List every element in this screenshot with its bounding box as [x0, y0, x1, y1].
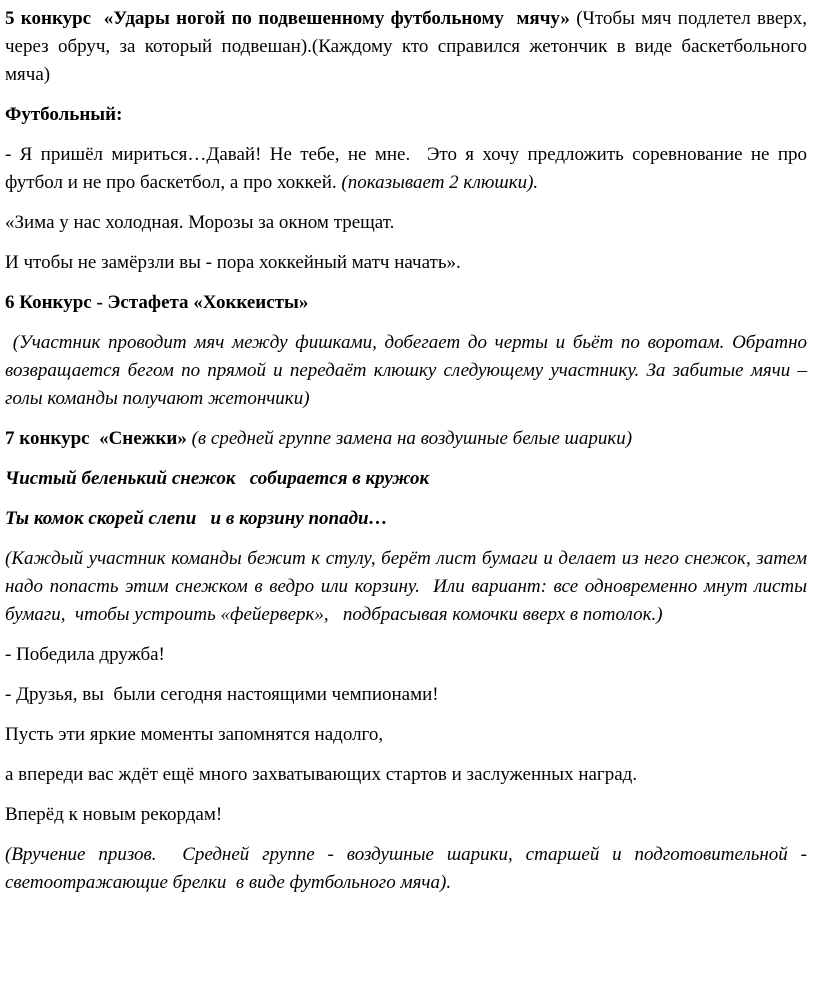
text-run: Чистый беленький снежок собирается в кружок: [5, 468, 430, 489]
text-run: Ты комок скорей слепи и в корзину попади…: [5, 508, 388, 529]
paragraph-football-speech: [5, 141, 812, 197]
paragraph-contest-5-title: [5, 5, 812, 89]
text-run: Вперёд к новым рекордам!: [5, 804, 223, 825]
paragraph-football-heading: [5, 101, 807, 129]
text-run: (показывает 2 клюшки).: [341, 172, 539, 193]
paragraph-winter-quote-2: [5, 249, 807, 277]
text-run: (Вручение призов. Средней группе - воздушные шарики, старшей и подготовительной - светоотражающие брелки в виде футбольного мяча).: [5, 844, 812, 893]
paragraph-rhyme-line-1: [5, 465, 807, 493]
text-run: - Друзья, вы были сегодня настоящими чемпионами!: [5, 684, 439, 705]
paragraph-new-records: [5, 801, 807, 829]
text-run: 6 Конкурс - Эстафета «Хоккеисты»: [5, 292, 309, 313]
text-run: (Каждый участник команды бежит к стулу, берёт лист бумаги и делает из него снежок, затем надо попасть этим снежком в ведро или корзину. Или вариант: все одновременно мнут листы бумаги, чтобы устроить «фейерверк», подбрасывая комочки вверх в потолок.): [5, 548, 812, 625]
text-run: 5 конкурс «Удары ногой по подвешенному футбольному мячу»: [5, 8, 577, 29]
text-run: (в средней группе замена на воздушные белые шарики): [191, 428, 633, 449]
text-run: 7 конкурс «Снежки»: [5, 428, 192, 449]
paragraph-rhyme-line-2: [5, 505, 807, 533]
paragraph-contest-6-description: [5, 329, 812, 413]
text-run: И чтобы не замёрзли вы - пора хоккейный матч начать».: [5, 252, 461, 273]
paragraph-contest-7-title: [5, 425, 807, 453]
paragraph-future-starts: [5, 761, 807, 789]
paragraph-contest-7-description: [5, 545, 812, 629]
paragraph-bright-moments: [5, 721, 807, 749]
text-run: Пусть эти яркие моменты запомнятся надолго,: [5, 724, 384, 745]
paragraph-winter-quote-1: [5, 209, 807, 237]
text-run: а впереди вас ждёт ещё много захватывающих стартов и заслуженных наград.: [5, 764, 638, 785]
paragraph-contest-6-title: [5, 289, 807, 317]
text-run: «Зима у нас холодная. Морозы за окном трещат.: [5, 212, 395, 233]
paragraph-champions: [5, 681, 807, 709]
text-run: - Победила дружба!: [5, 644, 165, 665]
paragraph-prizes: [5, 841, 812, 897]
text-run: Футбольный:: [5, 104, 123, 125]
text-run: - Я пришёл мириться…Давай! Не тебе, не мне. Это я хочу предложить соревнование не про футбол и не про баскетбол, а про хоккей.: [5, 144, 812, 193]
paragraph-friendship-won: [5, 641, 807, 669]
text-run: (Чтобы мяч подлетел вверх, через обруч, за который подвешан).(Каждому кто справился жетончик в виде баскетбольного мяча): [5, 8, 812, 85]
text-run: (Участник проводит мяч между фишками, добегает до черты и бьёт по воротам. Обратно возвращается бегом по прямой и передаёт клюшку следующему участнику. За забитые мячи –голы команды получают жетончики): [5, 332, 812, 409]
